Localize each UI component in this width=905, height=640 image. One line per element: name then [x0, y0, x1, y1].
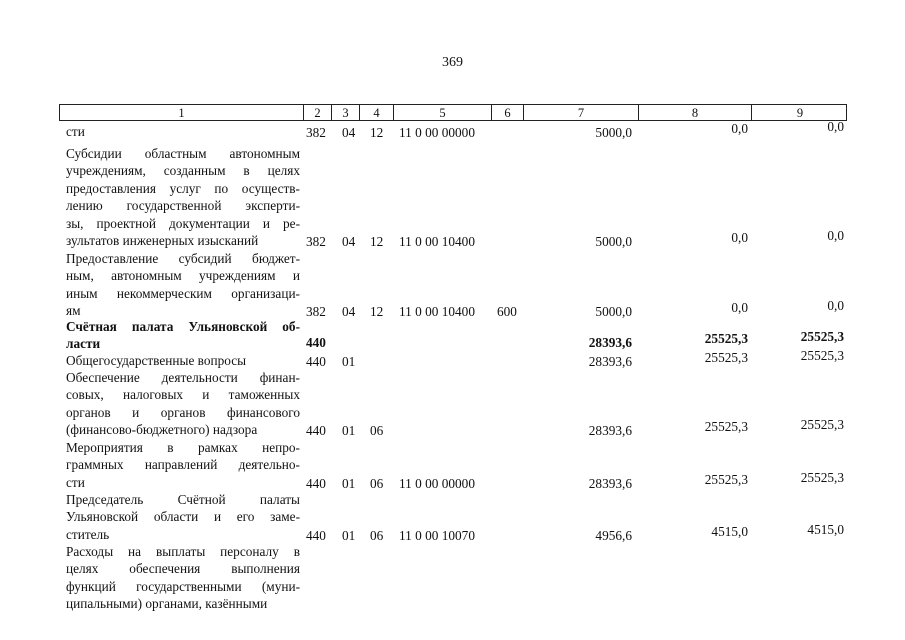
- cell-c9: 25525,3: [800, 329, 844, 345]
- cell-c9: 0,0: [827, 228, 844, 243]
- header-col-5: 5: [393, 105, 491, 120]
- description-line: сти: [66, 474, 85, 490]
- header-col-2: 2: [303, 105, 331, 120]
- cell-c2: 440: [306, 423, 326, 439]
- cell-c8: 0,0: [731, 230, 748, 245]
- description-line: граммных направлений деятельно-: [66, 457, 300, 473]
- row-description: [66, 318, 300, 353]
- cell-c8: 25525,3: [704, 331, 748, 347]
- cell-c2: 440: [306, 527, 326, 543]
- description-line: ципальными) органами, казёнными: [66, 596, 268, 612]
- row-description: [66, 145, 300, 249]
- cell-c4: 12: [370, 234, 384, 249]
- cell-c5: 11 0 00 00000: [399, 475, 475, 491]
- description-line: совых, налоговых и таможенных: [66, 387, 300, 403]
- description-line: Обеспечение деятельности финан-: [66, 370, 300, 385]
- row-description: [66, 491, 300, 543]
- description-line: ласти: [66, 336, 101, 352]
- description-line: сти: [66, 124, 85, 139]
- description-line: (финансово-бюджетного) надзора: [66, 422, 258, 438]
- header-col-9: 9: [751, 105, 848, 120]
- description-line: зы, проектной документации и ре-: [66, 215, 300, 231]
- cell-c7: 5000,0: [595, 125, 632, 140]
- row-description: [66, 352, 300, 369]
- cell-c4: 06: [370, 475, 384, 491]
- description-line: Счётная палата Ульяновской об-: [66, 319, 300, 334]
- cell-c9: 25525,3: [800, 348, 844, 363]
- cell-c8: 0,0: [731, 300, 748, 316]
- cell-c9: 4515,0: [807, 521, 844, 537]
- cell-c4: 06: [370, 423, 384, 439]
- cell-c5: 11 0 00 10400: [399, 304, 475, 320]
- cell-c7: 28393,6: [588, 335, 632, 351]
- header-col-8: 8: [638, 105, 751, 120]
- cell-c4: 12: [370, 304, 384, 320]
- cell-c5: 11 0 00 00000: [399, 125, 475, 140]
- description-line: ным, автономным учреждениям и: [66, 268, 300, 284]
- header-col-7: 7: [523, 105, 638, 120]
- description-line: Председатель Счётной палаты: [66, 492, 300, 507]
- cell-c2: 440: [306, 354, 326, 369]
- cell-c7: 5000,0: [595, 304, 632, 320]
- cell-c6: 600: [497, 304, 517, 320]
- cell-c3: 04: [342, 234, 356, 249]
- description-line: Мероприятия в рамках непро-: [66, 440, 300, 455]
- cell-c2: 382: [306, 125, 326, 140]
- cell-c7: 4956,6: [595, 527, 632, 543]
- cell-c8: 25525,3: [704, 350, 748, 365]
- cell-c4: 06: [370, 527, 384, 543]
- cell-c7: 28393,6: [588, 475, 632, 491]
- header-col-4: 4: [359, 105, 393, 120]
- header-col-6: 6: [491, 105, 523, 120]
- table-header: [59, 104, 847, 121]
- cell-c5: 11 0 00 10070: [399, 527, 475, 543]
- header-col-1: 1: [178, 106, 185, 120]
- cell-c8: 0,0: [731, 121, 748, 136]
- description-line: функций государственными (муни-: [66, 578, 300, 594]
- description-line: Расходы на выплаты персоналу в: [66, 544, 300, 559]
- cell-c4: 12: [370, 125, 384, 140]
- description-line: Ульяновской области и его заме-: [66, 509, 300, 525]
- description-line: учреждениям, созданным в целях: [66, 163, 300, 179]
- row-description: [66, 123, 300, 140]
- cell-c7: 28393,6: [588, 423, 632, 439]
- cell-c7: 28393,6: [588, 354, 632, 369]
- row-description: [66, 439, 300, 491]
- row-description: [66, 250, 300, 320]
- header-col-3: 3: [331, 105, 359, 120]
- cell-c8: 4515,0: [711, 523, 748, 539]
- page-number: 369: [442, 55, 463, 70]
- description-line: лению государственной эксперти-: [66, 198, 300, 214]
- cell-c3: 01: [342, 527, 356, 543]
- cell-c2: 440: [306, 335, 326, 351]
- cell-c5: 11 0 00 10400: [399, 234, 475, 249]
- cell-c9: 25525,3: [800, 469, 844, 485]
- description-line: целях обеспечения выполнения: [66, 561, 300, 577]
- cell-c9: 25525,3: [800, 417, 844, 433]
- cell-c9: 0,0: [827, 298, 844, 314]
- row-description: [66, 543, 300, 613]
- row-description: [66, 369, 300, 439]
- cell-c3: 04: [342, 304, 356, 320]
- cell-c3: 04: [342, 125, 356, 140]
- cell-c8: 25525,3: [704, 419, 748, 435]
- cell-c9: 0,0: [827, 119, 844, 134]
- description-line: зультатов инженерных изысканий: [66, 232, 259, 248]
- description-line: предоставления услуг по осуществ-: [66, 180, 300, 196]
- cell-c7: 5000,0: [595, 234, 632, 249]
- cell-c2: 382: [306, 234, 326, 249]
- description-line: ям: [66, 303, 81, 319]
- description-line: Общегосударственные вопросы: [66, 353, 247, 368]
- cell-c2: 440: [306, 475, 326, 491]
- cell-c2: 382: [306, 304, 326, 320]
- description-line: Предоставление субсидий бюджет-: [66, 251, 300, 266]
- cell-c3: 01: [342, 475, 356, 491]
- description-line: органов и органов финансового: [66, 404, 300, 420]
- description-line: Субсидии областным автономным: [66, 146, 300, 161]
- cell-c3: 01: [342, 354, 356, 369]
- description-line: иным некоммерческим организаци-: [66, 285, 300, 301]
- description-line: ститель: [66, 526, 110, 542]
- cell-c3: 01: [342, 423, 356, 439]
- cell-c8: 25525,3: [704, 471, 748, 487]
